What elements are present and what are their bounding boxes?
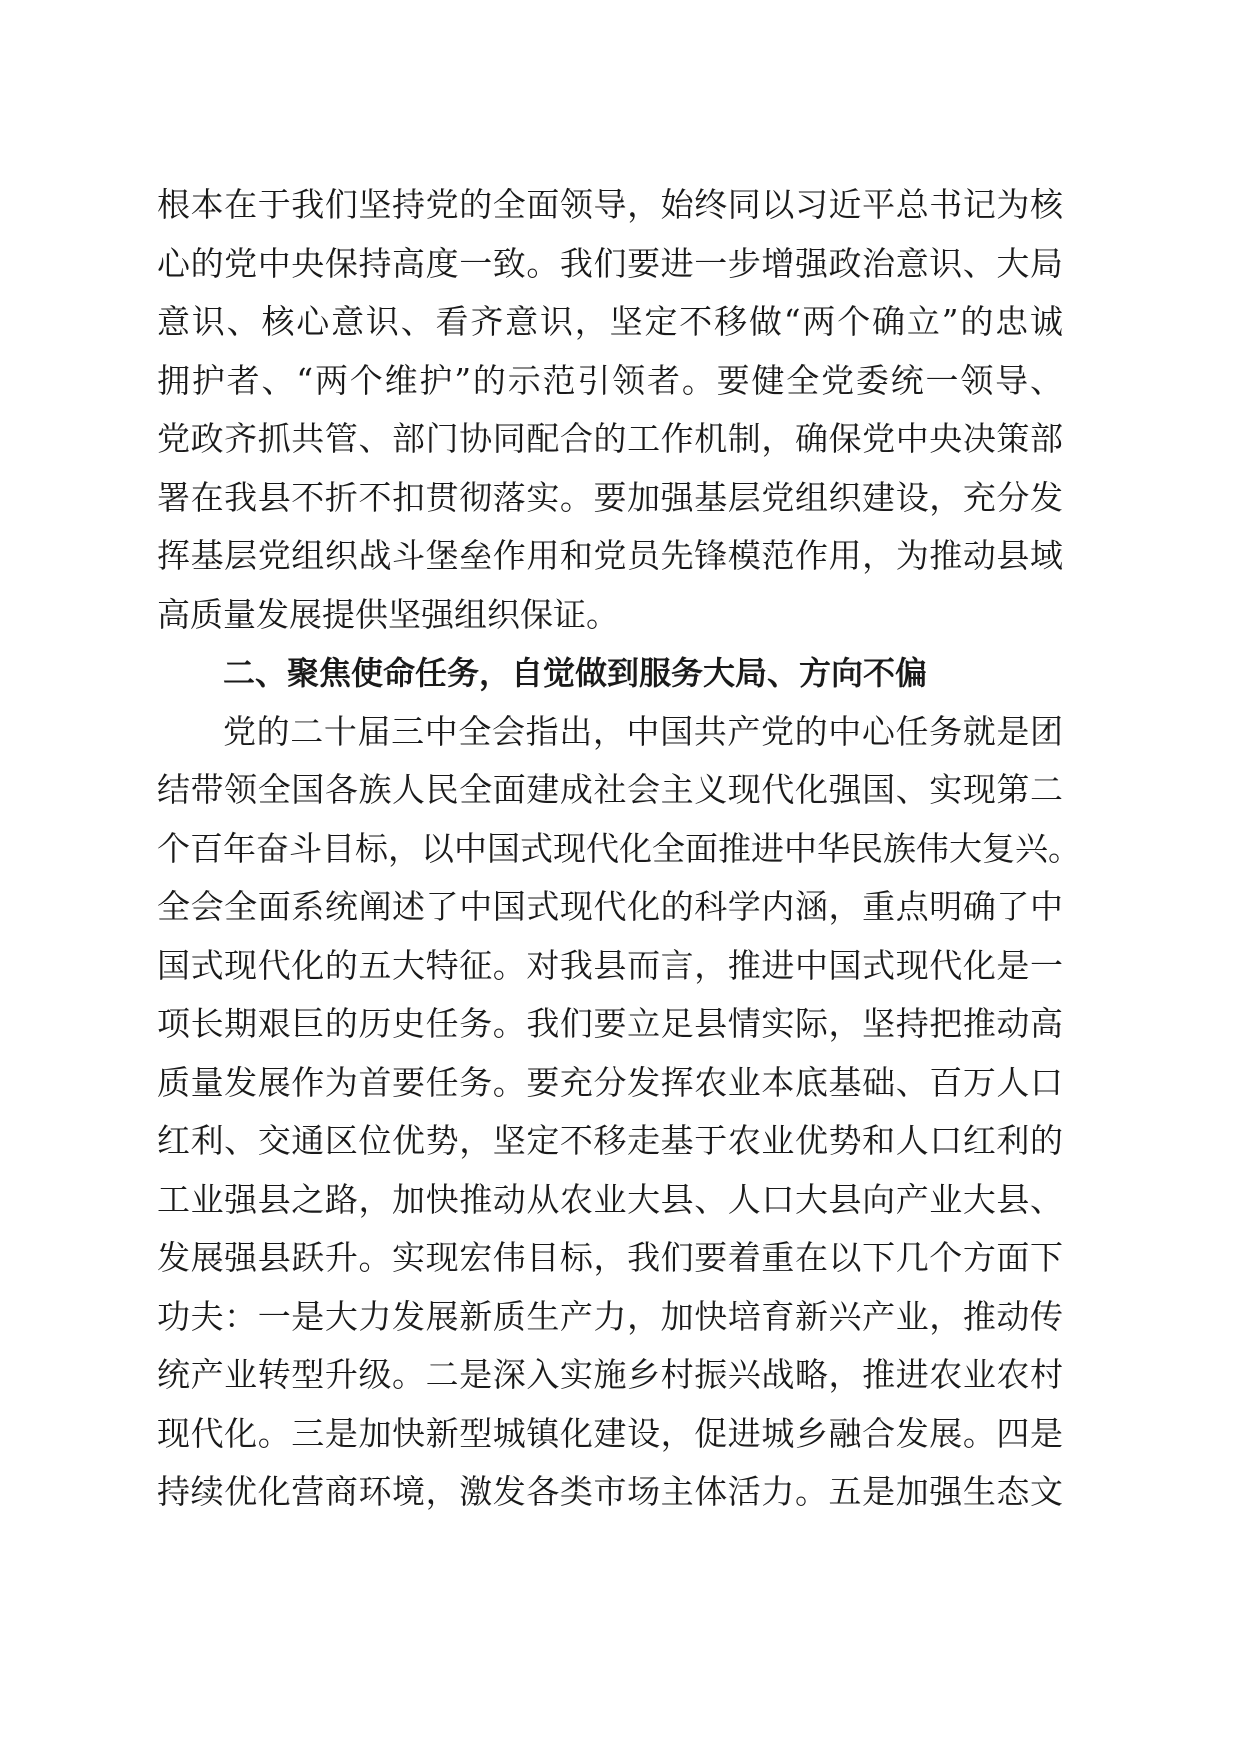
text-line: 党的二十届三中全会指出，中国共产党的中心任务就是团 bbox=[223, 711, 1063, 751]
text-line: 质量发展作为首要任务。要充分发挥农业本底基础、百万人口 bbox=[157, 1062, 1063, 1102]
text-line: 项长期艰巨的历史任务。我们要立足县情实际，坚持把推动高 bbox=[157, 1004, 1063, 1043]
text-line: 拥护者、“两个维护”的示范引领者。要健全党委统一领导、 bbox=[157, 360, 1063, 400]
text-line: 现代化。三是加快新型城镇化建设，促进城乡融合发展。四是 bbox=[157, 1413, 1063, 1453]
text-line: 署在我县不折不扣贯彻落实。要加强基层党组织建设，充分发 bbox=[157, 477, 1063, 517]
section-heading: 二、聚焦使命任务，自觉做到服务大局、方向不偏 bbox=[223, 654, 928, 692]
text-line: 发展强县跃升。实现宏伟目标，我们要着重在以下几个方面下 bbox=[157, 1238, 1063, 1277]
text-line: 心的党中央保持高度一致。我们要进一步增强政治意识、大局 bbox=[157, 243, 1063, 283]
text-line: 工业强县之路，加快推动从农业大县、人口大县向产业大县、 bbox=[157, 1179, 1063, 1219]
text-line: 根本在于我们坚持党的全面领导，始终同以习近平总书记为核 bbox=[157, 185, 1063, 224]
paragraph-mission-tasks bbox=[157, 703, 1081, 1522]
text-line: 全会全面系统阐述了中国式现代化的科学内涵，重点明确了中 bbox=[157, 887, 1063, 926]
text-line: 个百年奋斗目标，以中国式现代化全面推进中华民族伟大复兴。 bbox=[157, 828, 1081, 868]
paragraph-party-leadership bbox=[157, 176, 1063, 644]
text-line: 挥基层党组织战斗堡垒作用和党员先锋模范作用，为推动县域 bbox=[157, 536, 1063, 575]
text-line: 功夫：一是大力发展新质生产力，加快培育新兴产业，推动传 bbox=[157, 1296, 1063, 1336]
text-line: 国式现代化的五大特征。对我县而言，推进中国式现代化是一 bbox=[157, 945, 1063, 985]
text-line: 结带领全国各族人民全面建成社会主义现代化强国、实现第二 bbox=[157, 770, 1063, 809]
text-line: 统产业转型升级。二是深入实施乡村振兴战略，推进农业农村 bbox=[157, 1355, 1063, 1394]
text-line: 持续优化营商环境，激发各类市场主体活力。五是加强生态文 bbox=[157, 1472, 1063, 1511]
text-line: 高质量发展提供坚强组织保证。 bbox=[157, 594, 619, 634]
text-line: 意识、核心意识、看齐意识，坚定不移做“两个确立”的忠诚 bbox=[157, 302, 1063, 341]
text-line: 党政齐抓共管、部门协同配合的工作机制，确保党中央决策部 bbox=[157, 419, 1063, 458]
document-body bbox=[157, 176, 1081, 1522]
text-line: 红利、交通区位优势，坚定不移走基于农业优势和人口红利的 bbox=[157, 1121, 1063, 1160]
